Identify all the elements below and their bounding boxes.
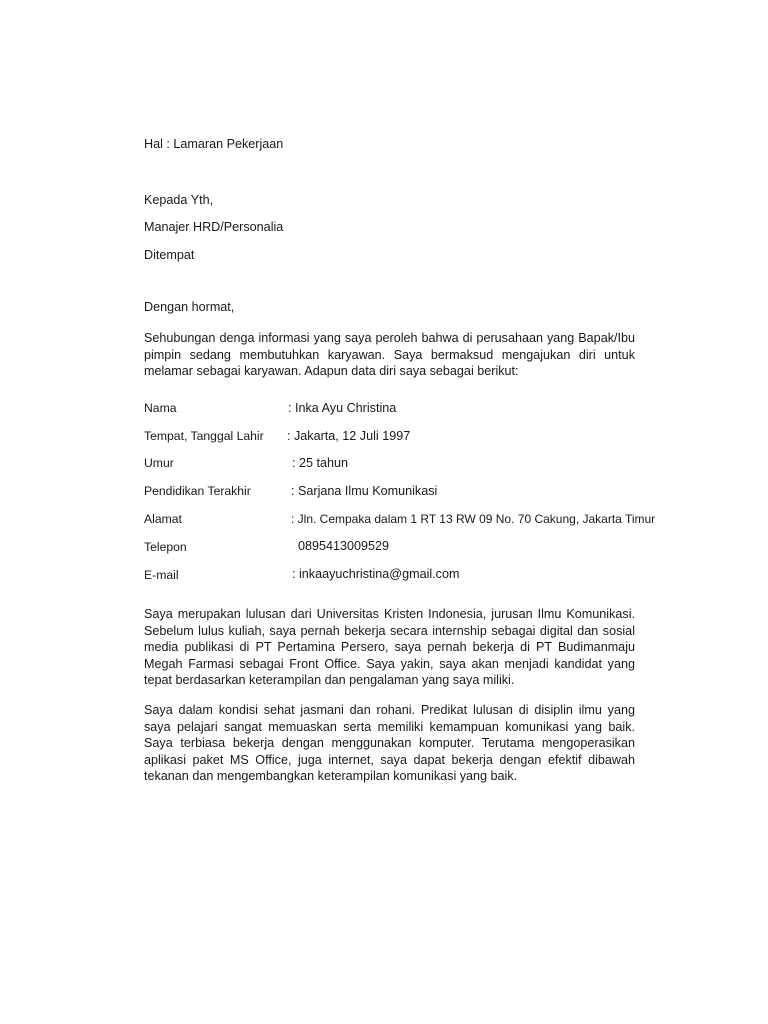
- intro-paragraph: Sehubungan denga informasi yang saya peroleh bahwa di perusahaan yang Bapak/Ibu pimpin sedang membutuhkan karyawan. Saya bermaksud mengajukan diri untuk melamar sebagai karyawan. Adapun data diri saya sebagai berikut:: [144, 331, 635, 378]
- personal-data-value-email: : inkaayuchristina@gmail.com: [292, 567, 460, 581]
- salutation: Dengan hormat,: [144, 300, 235, 314]
- personal-data-value-address: : Jln. Cempaka dalam 1 RT 13 RW 09 No. 70 Cakung, Jakarta Timur: [291, 512, 656, 526]
- personal-data-value-age: : 25 tahun: [292, 456, 349, 470]
- personal-data-label-address: Alamat: [144, 512, 182, 526]
- personal-data-label-age: Umur: [144, 456, 174, 470]
- personal-data-value-phone: 0895413009529: [298, 539, 390, 553]
- personal-data-value-birth: : Jakarta, 12 Juli 1997: [287, 429, 411, 443]
- personal-data-label-phone: Telepon: [144, 540, 187, 554]
- recipient-greeting: Kepada Yth,: [144, 193, 214, 207]
- personal-data-value-education: : Sarjana Ilmu Komunikasi: [291, 484, 438, 498]
- personal-data-label-education: Pendidikan Terakhir: [144, 484, 251, 498]
- qualification-paragraph: Saya dalam kondisi sehat jasmani dan rohani. Predikat lulusan di disiplin ilmu yang saya pelajari sangat memuaskan serta memiliki kemampuan komunikasi yang baik. Saya terbiasa bekerja dengan menggunakan komputer. Terutama mengoperasikan aplikasi paket MS Office, juga internet, saya dapat bekerja dengan efektif dibawah tekanan dan mengembangkan keterampilan komunikasi yang baik.: [144, 703, 635, 783]
- recipient-place: Ditempat: [144, 248, 195, 262]
- personal-data-label-email: E-mail: [144, 568, 179, 582]
- experience-paragraph: Saya merupakan lulusan dari Universitas Kristen Indonesia, jurusan Ilmu Komunikasi. Sebelum lulus kuliah, saya pernah bekerja secara internship sebagai digital dan sosial media publikasi di PT Pertamina Persero, saya pernah bekerja di PT Budimanmaju Megah Farmasi sebagai Front Office. Saya yakin, saya akan menjadi kandidat yang tepat berdasarkan keterampilan dan pengalaman yang saya miliki.: [144, 607, 635, 687]
- personal-data-value-name: : Inka Ayu Christina: [288, 401, 397, 415]
- personal-data-label-birth: Tempat, Tanggal Lahir: [144, 429, 264, 443]
- personal-data-label-name: Nama: [144, 401, 177, 415]
- recipient-title: Manajer HRD/Personalia: [144, 220, 284, 234]
- letter-subject: Hal : Lamaran Pekerjaan: [144, 137, 284, 151]
